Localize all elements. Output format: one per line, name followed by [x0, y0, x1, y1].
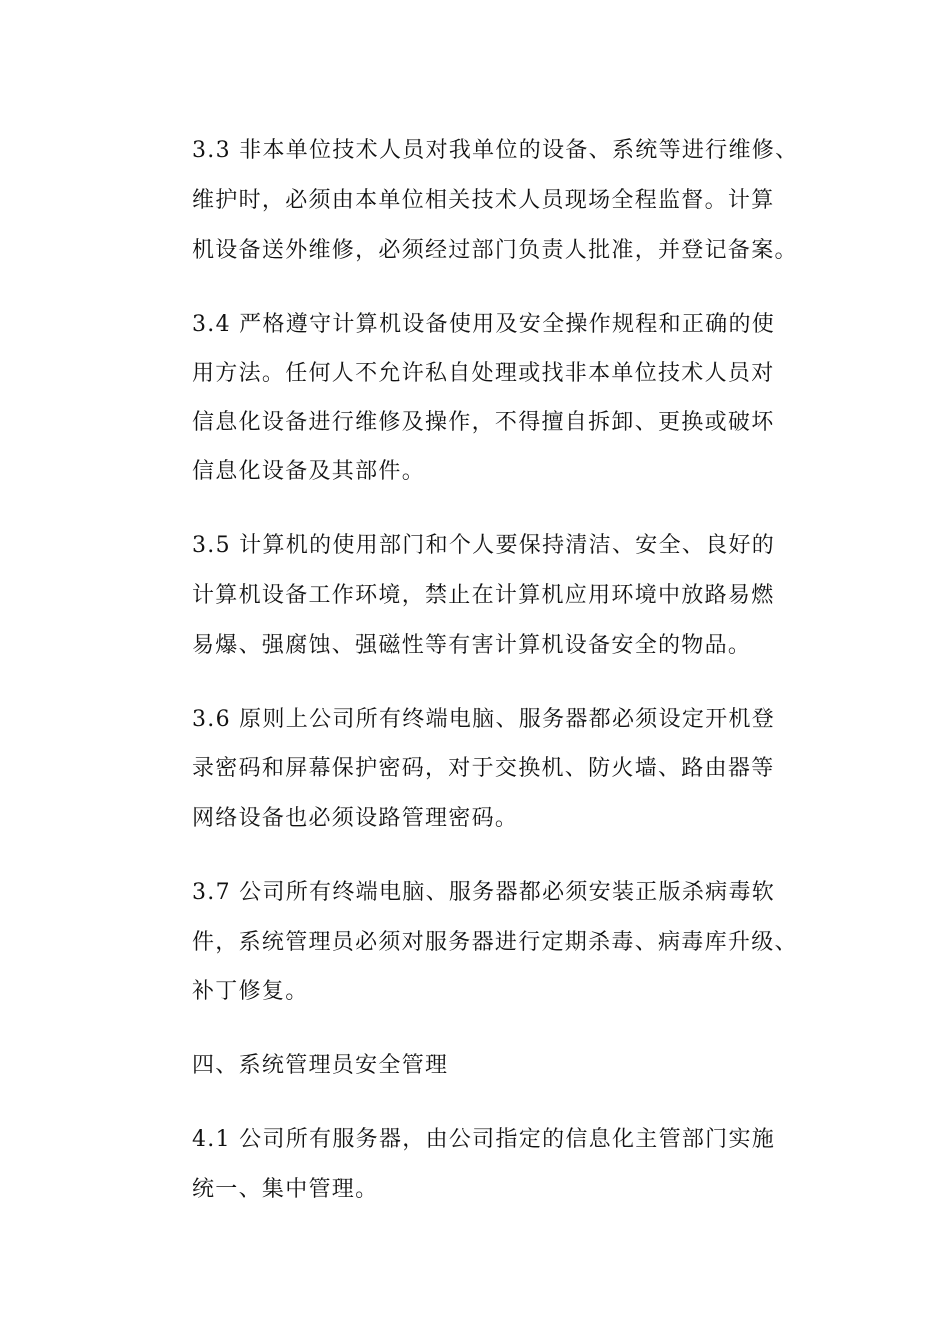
paragraph-3-6-line-3: 网络设备也必须设路管理密码。	[192, 806, 519, 831]
paragraph-3-5-line-3: 易爆、强腐蚀、强磁性等有害计算机设备安全的物品。	[192, 633, 752, 658]
paragraph-3-4-line-2: 用方法。任何人不允许私自处理或找非本单位技术人员对	[192, 361, 775, 386]
paragraph-3-6-line-2: 录密码和屏幕保护密码，对于交换机、防火墙、路由器等	[192, 756, 775, 781]
paragraph-3-5-line-2: 计算机设备工作环境，禁止在计算机应用环境中放路易燃	[192, 583, 775, 608]
paragraph-3-3-line-3: 机设备送外维修，必须经过部门负责人批准，并登记备案。	[192, 238, 798, 263]
paragraph-3-7-line-3: 补丁修复。	[192, 979, 309, 1004]
paragraph-4-1-line-1: 4.1 公司所有服务器，由公司指定的信息化主管部门实施	[192, 1127, 776, 1152]
paragraph-3-4-line-1: 3.4 严格遵守计算机设备使用及安全操作规程和正确的使	[192, 312, 776, 337]
paragraph-3-4-line-4: 信息化设备及其部件。	[192, 459, 426, 484]
paragraph-4-1-line-2: 统一、集中管理。	[192, 1177, 379, 1202]
paragraph-3-5-line-1: 3.5 计算机的使用部门和个人要保持清洁、安全、良好的	[192, 533, 776, 558]
paragraph-3-3-line-1: 3.3 非本单位技术人员对我单位的设备、系统等进行维修、	[192, 138, 799, 163]
paragraph-3-7-line-2: 件，系统管理员必须对服务器进行定期杀毒、病毒库升级、	[192, 930, 798, 955]
paragraph-3-6-line-1: 3.6 原则上公司所有终端电脑、服务器都必须设定开机登	[192, 707, 776, 732]
section-4-heading: 四、系统管理员安全管理	[192, 1053, 449, 1078]
paragraph-3-3-line-2: 维护时，必须由本单位相关技术人员现场全程监督。计算	[192, 188, 775, 213]
paragraph-3-7-line-1: 3.7 公司所有终端电脑、服务器都必须安装正版杀病毒软	[192, 880, 776, 905]
paragraph-3-4-line-3: 信息化设备进行维修及操作，不得擅自拆卸、更换或破坏	[192, 410, 775, 435]
